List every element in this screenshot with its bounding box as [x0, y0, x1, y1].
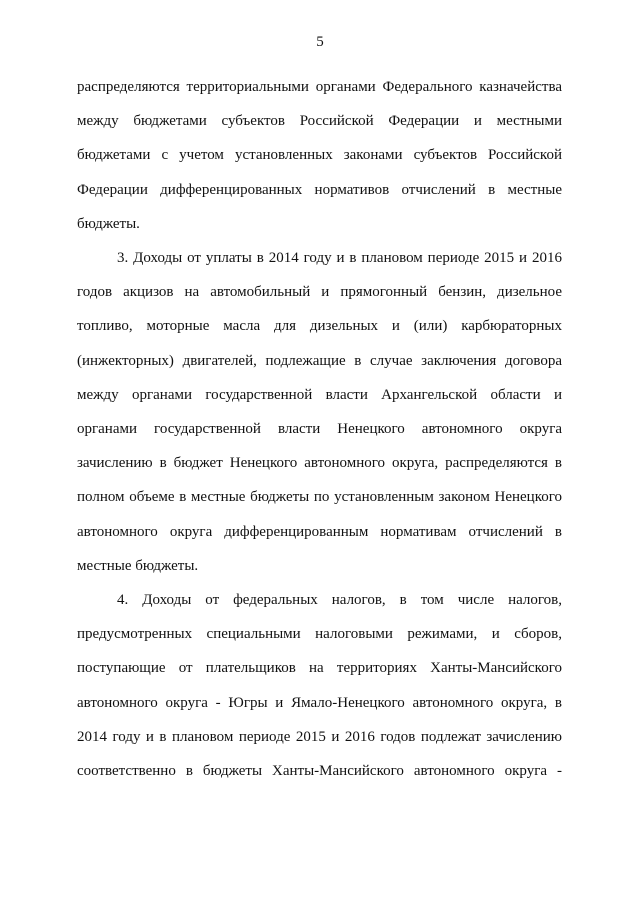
- text-line: 3. Доходы от уплаты в 2014 году и в плановом периоде 2015 и 2016: [117, 250, 562, 267]
- text-line: между бюджетами субъектов Российской Федерации и местными: [77, 113, 562, 130]
- text-line: бюджетами с учетом установленных законами субъектов Российской: [77, 147, 562, 164]
- text-line: автономного округа дифференцированным нормативам отчислений в: [77, 523, 562, 540]
- text-line: органами государственной власти Ненецкого автономного округа: [77, 421, 562, 438]
- text-line: бюджеты.: [77, 215, 140, 232]
- document-body: [77, 70, 562, 788]
- text-line: поступающие от плательщиков на территориях Ханты-Мансийского: [77, 660, 562, 677]
- text-line: (инжекторных) двигателей, подлежащие в случае заключения договора: [77, 352, 562, 369]
- text-line: 4. Доходы от федеральных налогов, в том числе налогов,: [117, 592, 562, 609]
- text-line: распределяются территориальными органами Федерального казначейства: [77, 79, 562, 95]
- text-line: между органами государственной власти Архангельской области и: [77, 386, 562, 403]
- text-line: местные бюджеты.: [77, 557, 199, 574]
- text-line: Федерации дифференцированных нормативов отчислений в местные: [77, 181, 562, 198]
- paragraph-continuation: [77, 70, 562, 241]
- text-line: зачислению в бюджет Ненецкого автономного округа, распределяются в: [77, 455, 562, 472]
- text-line: годов акцизов на автомобильный и прямогонный бензин, дизельное: [77, 284, 562, 301]
- text-line: полном объеме в местные бюджеты по установленным законом Ненецкого: [77, 489, 562, 506]
- page-number: 5: [316, 34, 324, 50]
- paragraph-item-4: [77, 583, 562, 788]
- text-line: 2014 году и в плановом периоде 2015 и 2016 годов подлежат зачислению: [77, 728, 562, 745]
- text-line: автономного округа - Югры и Ямало-Ненецкого автономного округа, в: [77, 694, 562, 711]
- paragraph-item-3: [77, 241, 562, 583]
- text-line: предусмотренных специальными налоговыми режимами, и сборов,: [77, 626, 562, 643]
- text-line: соответственно в бюджеты Ханты-Мансийского автономного округа -: [77, 763, 562, 780]
- text-line: топливо, моторные масла для дизельных и (или) карбюраторных: [77, 318, 562, 335]
